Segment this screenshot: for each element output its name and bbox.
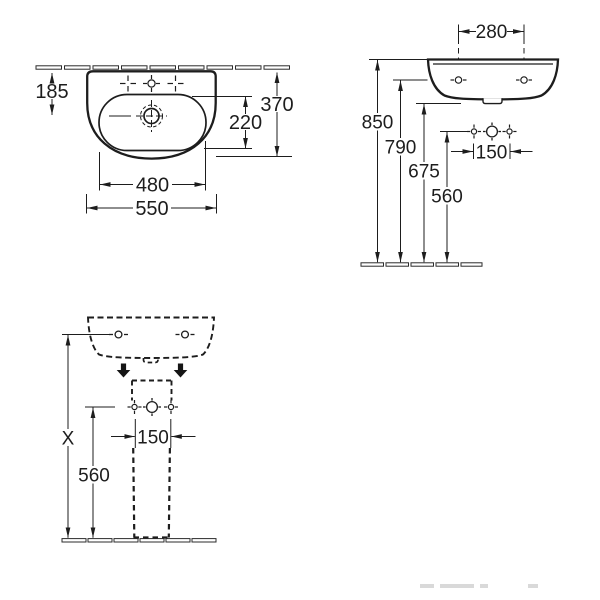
dim-675 [416, 104, 461, 263]
dim-label-x: X [61, 428, 75, 450]
watermark-marks [420, 584, 590, 592]
basin-outline-front-dashed [88, 318, 214, 359]
pedestal-top-dashed [132, 381, 172, 401]
side-view [361, 22, 558, 266]
bowl-outline [99, 95, 206, 151]
dim-label-150-front: 150 [137, 427, 169, 449]
dim-label-185: 185 [35, 81, 69, 103]
dim-label-850: 850 [361, 112, 394, 134]
floor-hatch-side-view [361, 263, 482, 266]
dim-label-370: 370 [260, 94, 294, 116]
floor-hatch-front-view [62, 539, 216, 542]
basin-fixing-hole-left [109, 331, 128, 338]
outlet-tab [483, 98, 502, 103]
front-view [62, 318, 216, 543]
dim-label-675: 675 [408, 161, 440, 183]
pedestal-fixing-cross-right [164, 400, 178, 414]
pedestal-body-dashed [133, 448, 170, 538]
dim-label-550: 550 [135, 198, 169, 220]
dim-label-220: 220 [228, 112, 263, 134]
top-view [35, 66, 293, 220]
basin-outline-side-view [428, 60, 558, 100]
wall-fixing-cross-left [467, 125, 481, 139]
wall-hatch-line [36, 66, 290, 69]
dim-label-280: 280 [475, 22, 508, 43]
dim-label-790: 790 [384, 137, 417, 159]
pedestal-fixing-cross-left [128, 400, 142, 414]
pedestal-fixing-target-center [143, 398, 161, 416]
wall-fixing-target-center [483, 123, 501, 141]
wall-fixing-cross-right [503, 125, 517, 139]
dim-label-560-front: 560 [78, 465, 110, 487]
mounting-arrow-right [174, 364, 188, 378]
basin-fixing-hole-right [176, 331, 195, 338]
mounting-arrow-left [117, 364, 131, 378]
dim-label-150-side: 150 [475, 142, 508, 164]
dim-label-560-side: 560 [431, 186, 463, 208]
dim-label-480: 480 [135, 174, 170, 197]
